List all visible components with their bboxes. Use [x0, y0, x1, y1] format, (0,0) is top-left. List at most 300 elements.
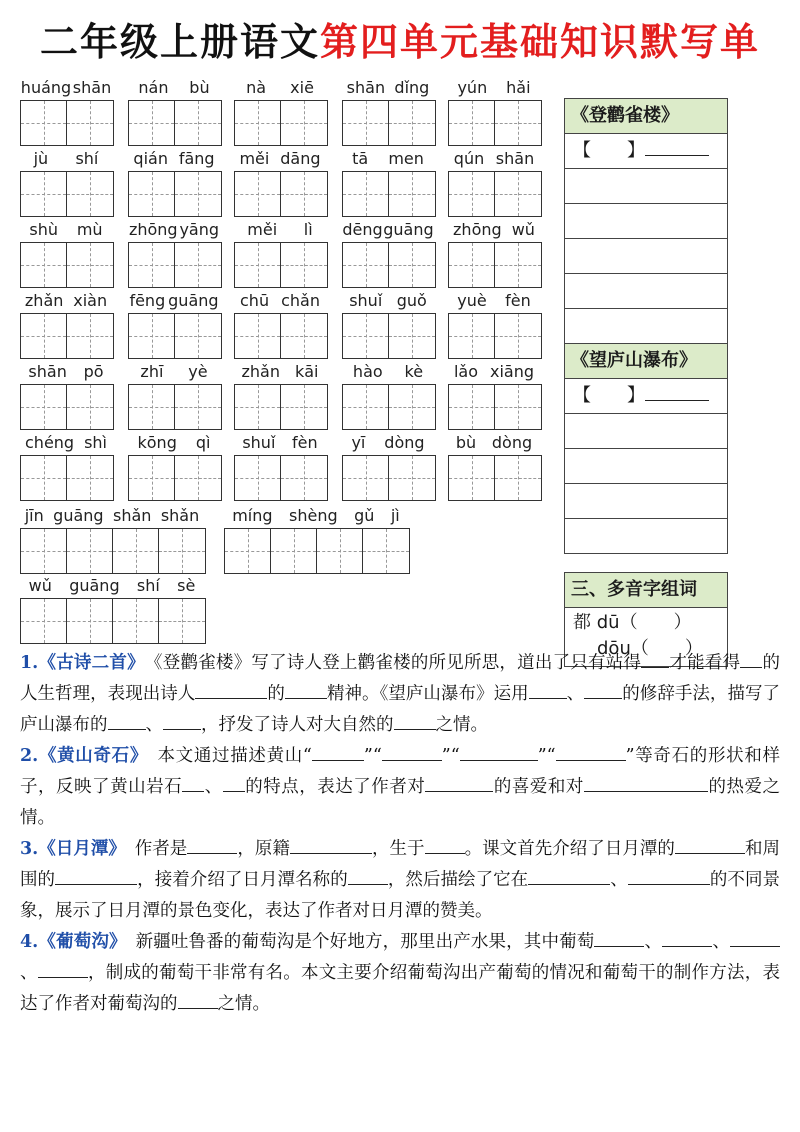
writing-cell[interactable] — [343, 243, 389, 287]
writing-boxes — [20, 384, 114, 430]
para-text: 、 — [610, 870, 628, 890]
poem2-line-4[interactable] — [565, 484, 727, 519]
poem2-title: 《望庐山瀑布》 — [565, 344, 727, 379]
duoyin-title: 三、多音字组词 — [565, 573, 727, 608]
writing-cell[interactable] — [449, 314, 495, 358]
pinyin-syllable: fèn — [292, 432, 318, 452]
pinyin-label — [342, 288, 434, 312]
para-text: 的不同景象，展示了日月潭的景色变化，表达了作者对日月潭的赞美。 — [20, 870, 781, 921]
para-text: ”“ — [363, 746, 382, 766]
pinyin-label — [128, 217, 220, 241]
poem1-line-5[interactable] — [565, 274, 727, 309]
blank[interactable] — [675, 835, 745, 854]
writing-cell[interactable] — [495, 243, 541, 287]
writing-cell[interactable] — [235, 172, 281, 216]
writing-cell[interactable] — [67, 101, 113, 145]
title-grade: 二年级上册语文 — [39, 20, 320, 64]
pinyin-syllable: nà — [246, 77, 267, 97]
blank[interactable] — [556, 742, 626, 761]
pinyin-syllable: lì — [303, 219, 313, 239]
para-text: ”等奇石的形状和样子，反映了黄山岩石 — [20, 746, 781, 797]
pinyin-syllable: guāng — [383, 219, 434, 239]
pinyin-syllable: xiàn — [73, 290, 108, 310]
pinyin-syllable: zhōng — [453, 219, 502, 239]
writing-cell[interactable] — [159, 599, 205, 643]
pinyin-syllable: sè — [177, 575, 196, 595]
writing-boxes — [342, 384, 436, 430]
writing-boxes — [448, 384, 542, 430]
pinyin-syllable: zhǎn — [24, 290, 64, 310]
writing-cell[interactable] — [21, 314, 67, 358]
writing-cell[interactable] — [449, 456, 495, 500]
writing-boxes — [234, 455, 328, 501]
pinyin-syllable: shèng — [289, 505, 338, 525]
writing-cell[interactable] — [67, 314, 113, 358]
writing-boxes — [234, 100, 328, 146]
writing-cell[interactable] — [129, 314, 175, 358]
blank[interactable] — [394, 711, 436, 730]
pinyin-syllable: shān — [346, 77, 386, 97]
blank[interactable] — [730, 928, 780, 947]
summary-section — [20, 648, 780, 1020]
pinyin-label — [448, 359, 540, 383]
writing-cell[interactable] — [449, 243, 495, 287]
para-text: 才能看得 — [669, 653, 741, 673]
blank[interactable] — [662, 928, 712, 947]
pinyin-label — [448, 75, 540, 99]
writing-cell[interactable] — [235, 243, 281, 287]
writing-boxes — [448, 242, 542, 288]
writing-cell[interactable] — [67, 529, 113, 573]
writing-cell[interactable] — [449, 101, 495, 145]
pinyin-syllable: guāng — [69, 575, 120, 595]
pinyin-label — [128, 288, 220, 312]
writing-cell[interactable] — [21, 101, 67, 145]
poem2-line-1[interactable] — [565, 379, 727, 414]
pinyin-syllable: dòng — [491, 432, 533, 452]
blank[interactable] — [529, 680, 567, 699]
pinyin-syllable: huáng — [20, 77, 72, 97]
pinyin-syllable: yī — [351, 432, 366, 452]
poem1-line-1[interactable] — [565, 134, 727, 169]
writing-cell[interactable] — [281, 243, 327, 287]
pinyin-syllable: zhōng — [128, 219, 178, 239]
writing-boxes — [448, 313, 542, 359]
pinyin-row — [20, 430, 560, 500]
pinyin-syllable: zhī — [140, 361, 164, 381]
pinyin-row — [20, 217, 560, 287]
blank[interactable] — [163, 711, 201, 730]
pinyin-syllable: bù — [189, 77, 210, 97]
para-text: ，原籍 — [237, 839, 290, 859]
pinyin-label — [20, 75, 112, 99]
pinyin-syllable: shí — [75, 148, 99, 168]
para-4-heading: 4.《葡萄沟》 — [20, 932, 118, 952]
writing-cell[interactable] — [235, 385, 281, 429]
pinyin-label — [20, 359, 112, 383]
writing-cell[interactable] — [21, 385, 67, 429]
pinyin-syllable: tā — [352, 148, 369, 168]
pinyin-label — [20, 288, 112, 312]
blank[interactable] — [460, 742, 538, 761]
writing-cell[interactable] — [175, 456, 221, 500]
pinyin-syllable: xiāng — [490, 361, 535, 381]
pinyin-label — [234, 430, 326, 454]
writing-boxes — [20, 313, 114, 359]
blank[interactable] — [584, 773, 708, 792]
writing-cell[interactable] — [113, 529, 159, 573]
para-text: 之情。 — [435, 715, 488, 735]
para-text: 的修辞手法，描写了庐山瀑布的 — [20, 684, 781, 735]
writing-cell[interactable] — [343, 385, 389, 429]
writing-boxes — [20, 598, 206, 644]
poem1-box — [564, 98, 728, 344]
pinyin-syllable: kāi — [294, 361, 319, 381]
para-4 — [20, 927, 780, 1020]
writing-cell[interactable] — [389, 314, 435, 358]
writing-boxes — [224, 528, 410, 574]
pinyin-syllable: dēng — [342, 219, 383, 239]
pinyin-syllable: shān — [28, 361, 67, 381]
pinyin-syllable: men — [388, 148, 424, 168]
duoyin-reading-2: dōu（ ） — [597, 638, 703, 659]
writing-boxes — [448, 100, 542, 146]
writing-boxes — [234, 171, 328, 217]
duoyin-char: 都 — [573, 612, 591, 633]
writing-cell[interactable] — [235, 101, 281, 145]
pinyin-syllable: shān — [72, 77, 112, 97]
pinyin-syllable: bù — [455, 432, 477, 452]
pinyin-label — [20, 573, 204, 597]
pinyin-syllable: jù — [33, 148, 49, 168]
poem1-line-4[interactable] — [565, 239, 727, 274]
pinyin-syllable: měi — [239, 148, 270, 168]
pinyin-syllable: měi — [247, 219, 278, 239]
para-2 — [20, 741, 780, 834]
writing-boxes — [128, 242, 222, 288]
writing-boxes — [20, 455, 114, 501]
para-text: 和周围的 — [20, 839, 781, 890]
blank[interactable] — [740, 649, 762, 668]
writing-cell[interactable] — [175, 172, 221, 216]
para-text: ”“ — [441, 746, 460, 766]
blank[interactable] — [195, 680, 267, 699]
pinyin-syllable: wǔ — [511, 219, 535, 239]
writing-cell[interactable] — [67, 172, 113, 216]
para-2-heading: 2.《黄山奇石》 — [20, 746, 140, 766]
pinyin-row — [20, 288, 560, 358]
pinyin-syllable: chū — [240, 290, 270, 310]
pinyin-label — [128, 146, 220, 170]
pinyin-syllable: kè — [404, 361, 424, 381]
pinyin-syllable: hào — [352, 361, 383, 381]
blank[interactable] — [187, 835, 237, 854]
blank[interactable] — [584, 680, 622, 699]
blank[interactable] — [312, 742, 364, 761]
pinyin-label — [234, 146, 326, 170]
writing-cell[interactable] — [343, 456, 389, 500]
writing-boxes — [20, 100, 114, 146]
pinyin-label — [342, 217, 434, 241]
writing-boxes — [342, 455, 436, 501]
para-text: 精神。《望庐山瀑布》运用 — [326, 684, 529, 704]
writing-cell[interactable] — [225, 529, 271, 573]
pinyin-syllable: wǔ — [28, 575, 52, 595]
pinyin-syllable: fèn — [505, 290, 531, 310]
para-text: 的 — [267, 684, 285, 704]
writing-boxes — [20, 171, 114, 217]
writing-boxes — [20, 242, 114, 288]
writing-cell[interactable] — [175, 243, 221, 287]
pinyin-syllable: yún — [457, 77, 488, 97]
pinyin-row — [20, 359, 560, 429]
page-title — [0, 14, 800, 70]
para-text: ”“ — [537, 746, 556, 766]
writing-cell[interactable] — [235, 456, 281, 500]
pinyin-syllable: guǒ — [396, 290, 427, 310]
pinyin-syllable: yāng — [179, 219, 220, 239]
writing-cell[interactable] — [343, 172, 389, 216]
pinyin-row — [20, 146, 560, 216]
writing-boxes — [234, 242, 328, 288]
pinyin-syllable: dāng — [280, 148, 321, 168]
pinyin-syllable: qì — [195, 432, 211, 452]
writing-cell[interactable] — [449, 172, 495, 216]
pinyin-syllable: xiē — [290, 77, 314, 97]
writing-cell[interactable] — [21, 172, 67, 216]
writing-cell[interactable] — [235, 314, 281, 358]
pinyin-syllable: lǎo — [453, 361, 479, 381]
pinyin-syllable: shù — [29, 219, 59, 239]
para-1 — [20, 648, 780, 741]
poem2-line-5[interactable] — [565, 519, 727, 553]
poem1-line-6[interactable] — [565, 309, 727, 343]
writing-cell[interactable] — [495, 172, 541, 216]
pinyin-syllable: fāng — [178, 148, 215, 168]
writing-cell[interactable] — [129, 385, 175, 429]
pinyin-syllable: pō — [83, 361, 104, 381]
writing-cell[interactable] — [113, 599, 159, 643]
writing-cell[interactable] — [67, 385, 113, 429]
poem1-line-2[interactable] — [565, 169, 727, 204]
writing-cell[interactable] — [21, 456, 67, 500]
writing-cell[interactable] — [281, 456, 327, 500]
writing-cell[interactable] — [175, 385, 221, 429]
writing-cell[interactable] — [271, 529, 317, 573]
pinyin-label — [128, 75, 220, 99]
para-text: 、 — [712, 932, 730, 952]
writing-boxes — [20, 528, 206, 574]
pinyin-syllable: gǔ — [354, 505, 375, 525]
writing-cell[interactable] — [281, 314, 327, 358]
pinyin-syllable: yè — [188, 361, 208, 381]
blank[interactable] — [55, 866, 137, 885]
pinyin-label — [128, 359, 220, 383]
writing-cell[interactable] — [67, 599, 113, 643]
poem1-line-3[interactable] — [565, 204, 727, 239]
blank[interactable] — [628, 866, 710, 885]
pinyin-syllable: guāng — [168, 290, 219, 310]
para-text: 、 — [204, 777, 223, 797]
pinyin-syllable: chǎn — [281, 290, 320, 310]
pinyin-label — [20, 217, 112, 241]
writing-cell[interactable] — [389, 456, 435, 500]
blank[interactable] — [290, 835, 372, 854]
pinyin-label — [448, 288, 540, 312]
pinyin-label — [342, 75, 434, 99]
pinyin-label — [128, 430, 220, 454]
writing-cell[interactable] — [129, 456, 175, 500]
blank[interactable] — [178, 990, 218, 1009]
para-text: ，生于 — [371, 839, 425, 859]
pinyin-syllable: yuè — [457, 290, 487, 310]
writing-cell[interactable] — [21, 599, 67, 643]
blank[interactable] — [108, 711, 146, 730]
writing-cell[interactable] — [281, 172, 327, 216]
blank[interactable] — [645, 382, 709, 401]
duoyin-reading-1: dū（ ） — [596, 612, 692, 633]
para-text: 的热爱之情。 — [20, 777, 780, 828]
pinyin-row — [20, 573, 560, 643]
blank[interactable] — [182, 773, 204, 792]
pinyin-syllable: dǐng — [394, 77, 430, 97]
writing-cell[interactable] — [389, 243, 435, 287]
para-text: ，抒发了诗人对大自然的 — [201, 715, 394, 735]
para-text: 的喜爱和对 — [493, 777, 584, 797]
pinyin-syllable: shuǐ — [349, 290, 383, 310]
writing-cell[interactable] — [67, 456, 113, 500]
pinyin-syllable: jīn — [24, 505, 44, 525]
blank[interactable] — [645, 137, 709, 156]
blank[interactable] — [425, 773, 493, 792]
pinyin-syllable: fēng — [129, 290, 166, 310]
writing-cell[interactable] — [495, 314, 541, 358]
pinyin-syllable: shǎn — [160, 505, 200, 525]
pinyin-label — [448, 146, 540, 170]
para-text: 的人生哲理，表现出诗人 — [20, 653, 781, 704]
blank[interactable] — [382, 742, 442, 761]
writing-cell[interactable] — [389, 101, 435, 145]
poem2-line-3[interactable] — [565, 449, 727, 484]
para-3 — [20, 834, 780, 927]
para-text: ，接着介绍了日月潭名称的 — [137, 870, 348, 890]
writing-cell[interactable] — [67, 243, 113, 287]
para-text: 、 — [20, 963, 38, 983]
pinyin-syllable: hǎi — [506, 77, 531, 97]
writing-cell[interactable] — [343, 101, 389, 145]
writing-cell[interactable] — [281, 385, 327, 429]
writing-boxes — [234, 313, 328, 359]
blank[interactable] — [348, 866, 388, 885]
writing-boxes — [342, 171, 436, 217]
pinyin-label — [20, 146, 112, 170]
writing-cell[interactable] — [21, 529, 67, 573]
pinyin-syllable: guāng — [53, 505, 104, 525]
writing-cell[interactable] — [343, 314, 389, 358]
pinyin-label — [234, 359, 326, 383]
poem2-box — [564, 344, 728, 554]
writing-boxes — [342, 313, 436, 359]
pinyin-syllable: míng — [232, 505, 273, 525]
writing-cell[interactable] — [281, 101, 327, 145]
pinyin-syllable: shān — [495, 148, 535, 168]
para-text: 的特点，表达了作者对 — [244, 777, 426, 797]
pinyin-label — [20, 430, 112, 454]
writing-cell[interactable] — [21, 243, 67, 287]
blank[interactable] — [223, 773, 245, 792]
para-3-heading: 3.《日月潭》 — [20, 839, 118, 859]
para-text: ，然后描绘了它在 — [387, 870, 529, 890]
poem2-line-2[interactable] — [565, 414, 727, 449]
pinyin-syllable: shì — [84, 432, 107, 452]
pinyin-syllable: mù — [76, 219, 103, 239]
writing-boxes — [128, 313, 222, 359]
writing-boxes — [234, 384, 328, 430]
writing-cell[interactable] — [129, 243, 175, 287]
writing-boxes — [128, 455, 222, 501]
writing-boxes — [128, 384, 222, 430]
pinyin-syllable: qún — [453, 148, 485, 168]
writing-cell[interactable] — [175, 101, 221, 145]
writing-boxes — [342, 242, 436, 288]
writing-cell[interactable] — [495, 101, 541, 145]
writing-cell[interactable] — [389, 385, 435, 429]
writing-cell[interactable] — [495, 456, 541, 500]
blank[interactable] — [641, 649, 669, 668]
writing-cell[interactable] — [175, 314, 221, 358]
pinyin-label — [234, 75, 326, 99]
writing-boxes — [128, 100, 222, 146]
blank[interactable] — [528, 866, 610, 885]
pinyin-label — [342, 430, 434, 454]
writing-cell[interactable] — [495, 385, 541, 429]
pinyin-syllable: kōng — [137, 432, 177, 452]
writing-cell[interactable] — [389, 172, 435, 216]
writing-cell[interactable] — [317, 529, 363, 573]
pinyin-label — [448, 217, 540, 241]
para-text: 、 — [644, 932, 663, 952]
pinyin-label — [20, 503, 204, 527]
para-text: 新疆吐鲁番的葡萄沟是个好地方，那里出产水果，其中葡萄 — [135, 932, 595, 952]
blank[interactable] — [425, 835, 465, 854]
pinyin-row — [20, 503, 560, 573]
para-text: 。课文首先介绍了日月潭的 — [464, 839, 675, 859]
para-text: ，制成的葡萄干非常有名。本文主要介绍葡萄沟出产葡萄的情况和葡萄干的制作方法，表达了作者对葡萄沟的 — [20, 963, 780, 1014]
writing-boxes — [128, 171, 222, 217]
para-text: 之情。 — [217, 994, 270, 1014]
pinyin-label — [448, 430, 540, 454]
title-unit: 第四单元基础知识默写单 — [320, 20, 761, 64]
para-1-heading: 1.《古诗二首》 — [20, 653, 137, 673]
side-panel — [564, 98, 728, 667]
pinyin-label — [234, 217, 326, 241]
pinyin-syllable: zhǎn — [241, 361, 280, 381]
blank[interactable] — [285, 680, 327, 699]
writing-cell[interactable] — [449, 385, 495, 429]
writing-boxes — [448, 171, 542, 217]
poem1-title: 《登鹳雀楼》 — [565, 99, 727, 134]
para-text: 本文通过描述黄山“ — [157, 746, 312, 766]
writing-cell[interactable] — [363, 529, 409, 573]
pinyin-syllable: shí — [136, 575, 160, 595]
writing-cell[interactable] — [129, 101, 175, 145]
pinyin-syllable: dòng — [384, 432, 425, 452]
writing-cell[interactable] — [129, 172, 175, 216]
writing-cell[interactable] — [159, 529, 205, 573]
blank[interactable] — [38, 959, 88, 978]
pinyin-syllable: jì — [390, 505, 400, 525]
blank[interactable] — [594, 928, 644, 947]
